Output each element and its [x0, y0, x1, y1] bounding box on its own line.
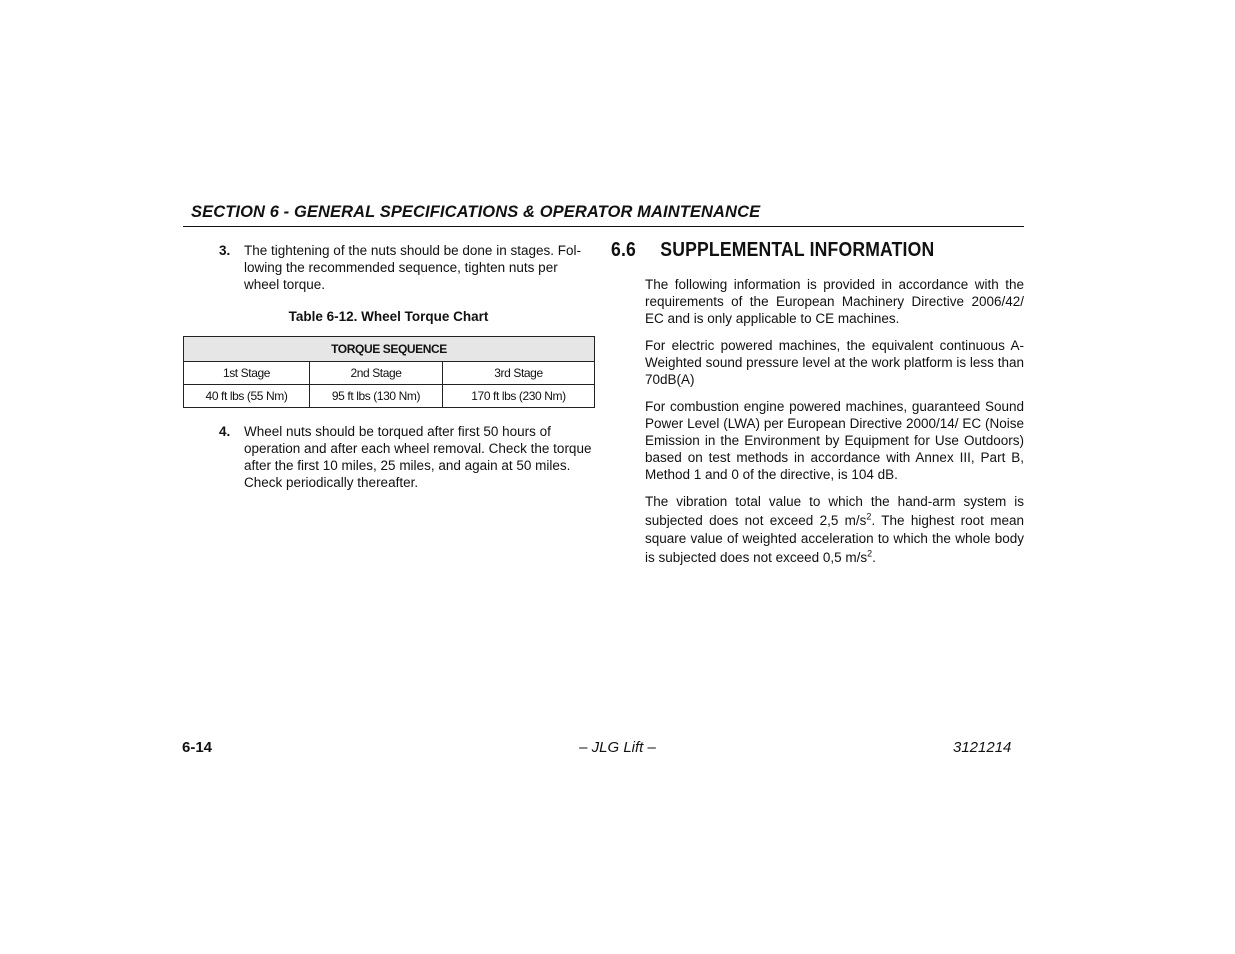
table-column-header: 1st Stage	[184, 362, 310, 385]
vibration-text-c: .	[872, 549, 876, 565]
wheel-torque-table	[183, 336, 595, 408]
vibration-text-a: The vibration total value to which the hand-arm system is subjected does not exceed 2,5 m/s	[645, 494, 1024, 528]
table-header: TORQUE SEQUENCE	[184, 337, 595, 362]
document-number: 3121214	[953, 739, 1012, 756]
table-cell: 95 ft lbs (130 Nm)	[310, 385, 443, 408]
paragraph-vibration	[645, 493, 1024, 567]
table-title: Table 6-12. Wheel Torque Chart	[288, 309, 489, 324]
section-heading	[611, 239, 934, 262]
list-item-text: Wheel nuts should be torqued after first 50 hours of operation and after each wheel removal. Check the torque after the first 10 miles, 25 miles, and again at 50 miles. Check periodically thereafter.	[244, 424, 592, 490]
list-item-text: The tightening of the nuts should be done in stages. Fol-lowing the recommended sequence, tighten nuts per wheel torque.	[244, 243, 581, 292]
list-item-4	[219, 423, 599, 495]
superscript: 2	[866, 511, 872, 521]
table-cell: 170 ft lbs (230 Nm)	[443, 385, 595, 408]
section-header: SECTION 6 - GENERAL SPECIFICATIONS & OPERATOR MAINTENANCE	[191, 203, 761, 221]
paragraph-ce-info: The following information is provided in accordance with the requirements of the European Machinery Directive 2006/42/ EC and is only applicable to CE machines.	[645, 277, 1024, 326]
table-column-header: 2nd Stage	[310, 362, 443, 385]
list-item-3	[219, 242, 599, 296]
table-column-header: 3rd Stage	[443, 362, 595, 385]
vibration-text-b: . The highest root mean square value of weighted acceleration to which the whole body is subjected does not exceed 0,5 m/s	[645, 512, 1024, 565]
list-item-number: 4.	[219, 424, 231, 439]
header-rule	[183, 226, 1024, 227]
page-number: 6-14	[182, 739, 213, 756]
section-title: SUPPLEMENTAL INFORMATION	[660, 239, 935, 261]
section-number: 6.6	[611, 239, 636, 261]
table-cell: 40 ft lbs (55 Nm)	[184, 385, 310, 408]
paragraph-combustion-noise: For combustion engine powered machines, guaranteed Sound Power Level (LWA) per European Directive 2000/14/ EC (Noise Emission in the Environment by Equipment for Use Outdoors) based on test methods in accordance with Annex III, Part B, Method 1 and 0 of the directive, is 104 dB.	[645, 399, 1024, 482]
paragraph-electric-noise: For electric powered machines, the equivalent continuous A-Weighted sound pressure level at the work platform is less than 70dB(A)	[645, 338, 1024, 387]
footer-title: – JLG Lift –	[579, 739, 656, 756]
list-item-number: 3.	[219, 243, 231, 258]
superscript: 2	[867, 548, 873, 558]
